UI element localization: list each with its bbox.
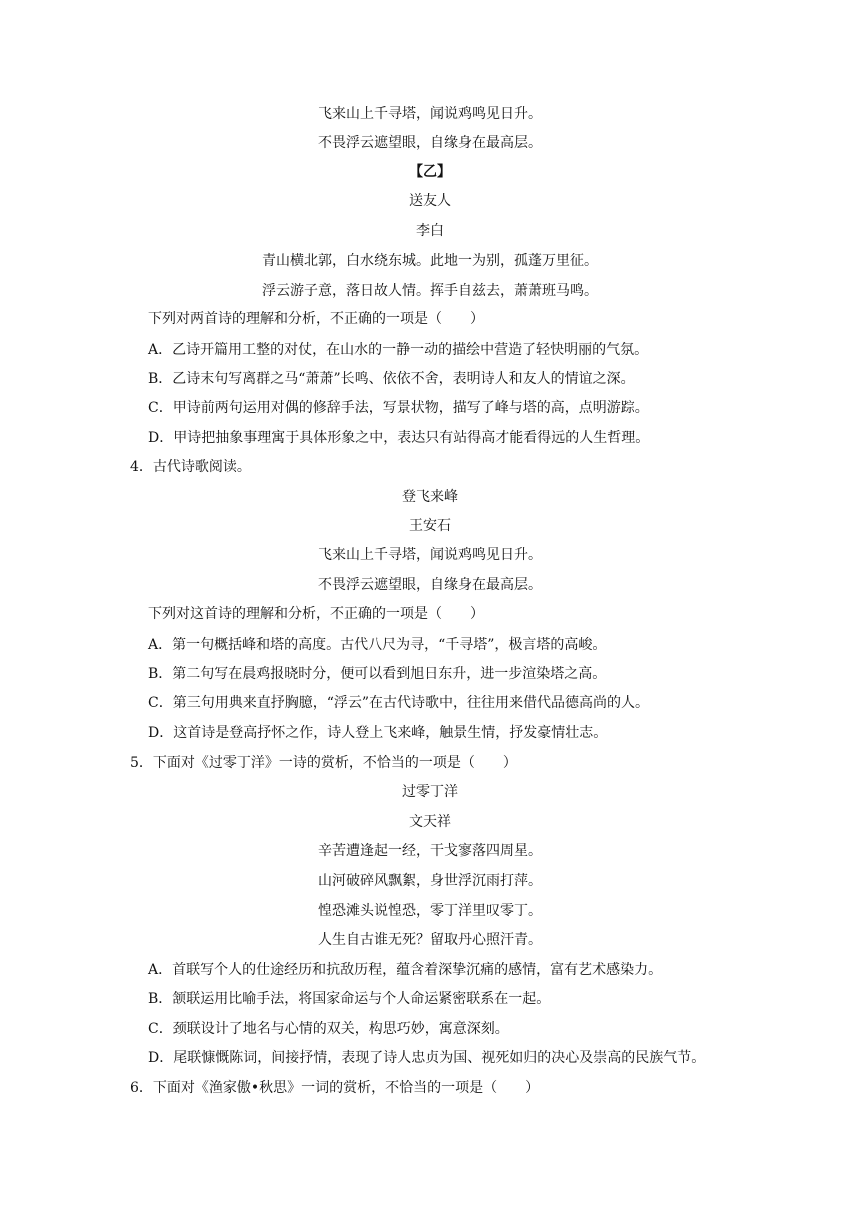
answer-option: A．乙诗开篇用工整的对仗，在山水的一静一动的描绘中营造了轻快明丽的气氛。 xyxy=(148,342,649,358)
answer-option: C．第三句用典来直抒胸臆，“浮云”在古代诗歌中，往往用来借代品德高尚的人。 xyxy=(148,695,650,711)
poem-author: 文天祥 xyxy=(409,814,451,830)
poem-line: 惶恐滩头说惶恐，零丁洋里叹零丁。 xyxy=(318,903,542,919)
poem-line: 不畏浮云遮望眼，自缘身在最高层。 xyxy=(318,135,542,151)
answer-option: A．第一句概括峰和塔的高度。古代八尺为寻，“千寻塔”，极言塔的高峻。 xyxy=(148,637,607,653)
section-label: 【乙】 xyxy=(409,164,451,180)
poem-author: 李白 xyxy=(416,223,444,239)
poem-title: 送友人 xyxy=(409,193,451,209)
poem-line: 人生自古谁无死？留取丹心照汗青。 xyxy=(318,932,542,948)
answer-option: B．乙诗末句写离群之马“萧萧”长鸣、依依不舍，表明诗人和友人的情谊之深。 xyxy=(148,371,635,387)
answer-option: B．第二句写在晨鸡报晓时分，便可以看到旭日东升，进一步渲染塔之高。 xyxy=(148,666,607,682)
question-heading: 6．下面对《渔家傲•秋思》一词的赏析，不恰当的一项是（ ） xyxy=(130,1080,540,1096)
poem-line: 飞来山上千寻塔，闻说鸡鸣见日升。 xyxy=(318,547,542,563)
answer-option: D．这首诗是登高抒怀之作，诗人登上飞来峰，触景生情，抒发豪情壮志。 xyxy=(148,725,608,741)
poem-author: 王安石 xyxy=(409,518,451,534)
answer-option: C．甲诗前两句运用对偶的修辞手法，写景状物，描写了峰与塔的高，点明游踪。 xyxy=(148,400,649,416)
poem-line: 山河破碎风飘絮，身世浮沉雨打萍。 xyxy=(318,873,542,889)
answer-option: B．颔联运用比喻手法，将国家命运与个人命运紧密联系在一起。 xyxy=(148,991,551,1007)
poem-title: 过零丁洋 xyxy=(402,784,458,800)
poem-line: 不畏浮云遮望眼，自缘身在最高层。 xyxy=(318,577,542,593)
answer-option: A．首联写个人的仕途经历和抗敌历程，蕴含着深挚沉痛的感情，富有艺术感染力。 xyxy=(148,962,663,978)
poem-line: 飞来山上千寻塔，闻说鸡鸣见日升。 xyxy=(318,106,542,122)
question-heading: 4．古代诗歌阅读。 xyxy=(130,459,251,475)
question-stem: 下列对这首诗的理解和分析，不正确的一项是（ ） xyxy=(148,606,484,622)
poem-line: 辛苦遭逢起一经，干戈寥落四周星。 xyxy=(318,843,542,859)
answer-option: D．尾联慷慨陈词，间接抒情，表现了诗人忠贞为国、视死如归的决心及崇高的民族气节。 xyxy=(148,1050,706,1066)
answer-option: C．颈联设计了地名与心情的双关，构思巧妙，寓意深刻。 xyxy=(148,1021,509,1037)
question-heading: 5．下面对《过零丁洋》一诗的赏析，不恰当的一项是（ ） xyxy=(130,755,517,771)
poem-title: 登飞来峰 xyxy=(402,489,458,505)
answer-option: D．甲诗把抽象事理寓于具体形象之中，表达只有站得高才能看得远的人生哲理。 xyxy=(148,430,650,446)
poem-line: 青山横北郭，白水绕东城。此地一为别，孤蓬万里征。 xyxy=(262,253,598,269)
question-stem: 下列对两首诗的理解和分析，不正确的一项是（ ） xyxy=(148,311,484,327)
poem-line: 浮云游子意，落日故人情。挥手自兹去，萧萧班马鸣。 xyxy=(262,283,598,299)
